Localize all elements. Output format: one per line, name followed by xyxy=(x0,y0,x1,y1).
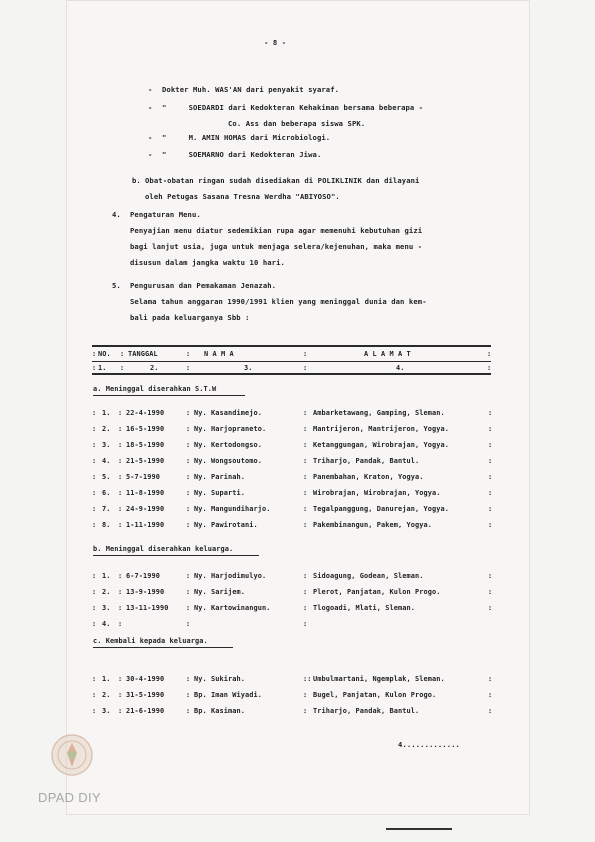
table-cell-name: Ny. Suparti. xyxy=(194,489,245,497)
staff-dash: - xyxy=(148,150,153,159)
table-cell-addr: Ambarketawang, Gamping, Sleman. xyxy=(313,409,445,417)
table-border-colon: : xyxy=(118,691,123,699)
table-border-colon: : xyxy=(92,350,97,358)
section-underline xyxy=(93,647,233,648)
table-border-colon: : xyxy=(303,409,308,417)
staff-dash: - xyxy=(148,133,153,142)
table-border-colon: : xyxy=(488,604,493,612)
table-border-colon: : xyxy=(92,572,97,580)
table-border-colon: : xyxy=(186,364,191,372)
staff-line: Dokter Muh. WAS'AN dari penyakit syaraf. xyxy=(162,85,340,94)
table-border-colon: : xyxy=(118,675,123,683)
item-4-line: Penyajian menu diatur sedemikian rupa agar memenuhi kebutuhan gizi xyxy=(130,226,423,235)
table-cell-addr: Tegalpanggung, Danurejan, Yogya. xyxy=(313,505,449,513)
table-border-colon: : xyxy=(186,691,191,699)
watermark-text: DPAD DIY xyxy=(38,790,101,805)
table-cell-no: 7. xyxy=(102,505,111,513)
table-border-colon: : xyxy=(303,425,308,433)
table-cell-addr: Pakembinangun, Pakem, Yogya. xyxy=(313,521,432,529)
table-border-colon: : xyxy=(92,604,97,612)
page-number: - 8 - xyxy=(264,38,287,47)
table-border-colon: : xyxy=(92,409,97,417)
item-4-title: Pengaturan Menu. xyxy=(130,210,201,219)
table-cell-addr: Bugel, Panjatan, Kulon Progo. xyxy=(313,691,437,699)
table-cell-name: Ny. Pawirotani. xyxy=(194,521,258,529)
table-border-colon: : xyxy=(92,489,97,497)
table-border-colon: : xyxy=(186,489,191,497)
table-border-colon: : xyxy=(186,441,191,449)
table-cell-name: Ny. Kertodongso. xyxy=(194,441,262,449)
table-cell-date: 21-5-1990 xyxy=(126,457,165,465)
table-cell-no: 2. xyxy=(102,691,111,699)
table-cell-date: 22-4-1990 xyxy=(126,409,165,417)
table-cell-date: 31-5-1990 xyxy=(126,691,165,699)
table-border-colon: : xyxy=(92,521,97,529)
table-border-colon: : xyxy=(118,489,123,497)
table-border-colon: : xyxy=(186,350,191,358)
table-border-colon: : xyxy=(488,441,493,449)
table-border-colon: : xyxy=(488,505,493,513)
item-b-line: oleh Petugas Sasana Tresna Werdha "ABIYOSO". xyxy=(145,192,340,201)
table-border-colon: : xyxy=(488,588,493,596)
col-num-2: 2. xyxy=(150,364,159,372)
item-4-line: bagi lanjut usia, juga untuk menjaga selera/kejenuhan, maka menu - xyxy=(130,242,423,251)
table-cell-no: 1. xyxy=(102,572,111,580)
table-border-colon: : xyxy=(186,505,191,513)
table-border-colon: : xyxy=(186,572,191,580)
table-border-colon: : xyxy=(186,457,191,465)
table-cell-no: 4. xyxy=(102,457,111,465)
table-border-colon: : xyxy=(118,457,123,465)
table-border-colon: : xyxy=(118,604,123,612)
table-border-colon: : xyxy=(186,473,191,481)
table-border-colon: : xyxy=(118,473,123,481)
table-border-colon: : xyxy=(92,620,97,628)
table-border-colon: : xyxy=(186,409,191,417)
col-header-name: N A M A xyxy=(204,350,234,358)
table-border-colon: : xyxy=(92,457,97,465)
item-4-line: disusun dalam jangka waktu 10 hari. xyxy=(130,258,285,267)
col-header-date: TANGGAL xyxy=(128,350,158,358)
table-cell-no: 6. xyxy=(102,489,111,497)
table-cell-date: 6-7-1990 xyxy=(126,572,160,580)
table-cell-no: 3. xyxy=(102,707,111,715)
table-border-colon: : xyxy=(303,350,308,358)
table-cell-addr: Sidoagung, Godean, Sleman. xyxy=(313,572,424,580)
table-border-colon: : xyxy=(186,675,191,683)
table-border-colon: : xyxy=(488,572,493,580)
table-bottom-rule xyxy=(92,373,491,375)
table-border-colon: : xyxy=(92,425,97,433)
section-underline xyxy=(93,395,245,396)
table-border-colon: : xyxy=(92,691,97,699)
table-cell-date: 30-4-1990 xyxy=(126,675,165,683)
table-border-colon: : xyxy=(488,425,493,433)
table-cell-addr: Panembahan, Kraton, Yogya. xyxy=(313,473,424,481)
table-border-colon: :: xyxy=(303,675,312,683)
table-cell-name: Ny. Sukirah. xyxy=(194,675,245,683)
staff-line: " M. AMIN HOMAS dari Microbiologi. xyxy=(162,133,331,142)
table-border-colon: : xyxy=(488,489,493,497)
col-num-3: 3. xyxy=(244,364,253,372)
table-border-colon: : xyxy=(488,521,493,529)
table-border-colon: : xyxy=(186,707,191,715)
item-b-line: Obat-obatan ringan sudah disediakan di POLIKLINIK dan dilayani xyxy=(145,176,420,185)
table-border-colon: : xyxy=(92,364,97,372)
table-border-colon: : xyxy=(118,588,123,596)
table-cell-name: Bp. Iman Wiyadi. xyxy=(194,691,262,699)
col-num-4: 4. xyxy=(396,364,405,372)
table-border-colon: : xyxy=(303,441,308,449)
table-cell-name: Ny. Harjopraneto. xyxy=(194,425,267,433)
table-border-colon: : xyxy=(186,425,191,433)
table-border-colon: : xyxy=(118,409,123,417)
table-border-colon: : xyxy=(92,707,97,715)
staff-dash: - xyxy=(148,103,153,112)
section-underline xyxy=(93,555,259,556)
table-border-colon: : xyxy=(303,489,308,497)
table-border-colon: : xyxy=(303,604,308,612)
table-cell-addr: Umbulmartani, Ngemplak, Sleman. xyxy=(313,675,445,683)
table-cell-no: 8. xyxy=(102,521,111,529)
table-border-colon: : xyxy=(303,620,308,628)
table-cell-date: 13-11-1990 xyxy=(126,604,169,612)
table-top-rule xyxy=(92,345,491,347)
table-border-colon: : xyxy=(118,425,123,433)
table-cell-addr: Tlogoadi, Mlati, Sleman. xyxy=(313,604,415,612)
table-cell-name: Bp. Kasiman. xyxy=(194,707,245,715)
table-border-colon: : xyxy=(186,620,191,628)
item-5-line: Selama tahun anggaran 1990/1991 klien yang meninggal dunia dan kem- xyxy=(130,297,427,306)
table-border-colon: : xyxy=(488,473,493,481)
table-cell-no: 3. xyxy=(102,441,111,449)
item-5-line: bali pada keluarganya Sbb : xyxy=(130,313,250,322)
table-border-colon: : xyxy=(92,473,97,481)
table-border-colon: : xyxy=(303,521,308,529)
table-cell-addr: Plerot, Panjatan, Kulon Progo. xyxy=(313,588,441,596)
table-border-colon: : xyxy=(488,691,493,699)
table-border-colon: : xyxy=(92,588,97,596)
table-border-colon: : xyxy=(488,675,493,683)
item-4-marker: 4. xyxy=(112,210,121,219)
section-title-a: a. Meninggal diserahkan S.T.W xyxy=(93,385,217,393)
staff-line: Co. Ass dan beberapa siswa SPK. xyxy=(228,119,366,128)
table-border-colon: : xyxy=(120,364,125,372)
table-cell-no: 5. xyxy=(102,473,111,481)
table-border-colon: : xyxy=(303,588,308,596)
table-cell-no: 1. xyxy=(102,675,111,683)
table-cell-date: 1-11-1990 xyxy=(126,521,165,529)
table-border-colon: : xyxy=(488,707,493,715)
table-border-colon: : xyxy=(118,521,123,529)
col-header-no: NO. xyxy=(98,350,111,358)
table-cell-name: Ny. Harjodimulyo. xyxy=(194,572,267,580)
table-border-colon: : xyxy=(488,457,493,465)
table-border-colon: : xyxy=(186,588,191,596)
table-cell-addr: Triharjo, Pandak, Bantul. xyxy=(313,457,420,465)
table-border-colon: : xyxy=(303,473,308,481)
footer-rule xyxy=(386,828,452,830)
table-cell-date: 16-5-1990 xyxy=(126,425,165,433)
item-b-marker: b. xyxy=(132,176,141,185)
table-cell-date: 18-5-1990 xyxy=(126,441,165,449)
table-border-colon: : xyxy=(92,505,97,513)
table-border-colon: : xyxy=(488,409,493,417)
table-cell-no: 4. xyxy=(102,620,111,628)
staff-line: " SOEMARNO dari Kedokteran Jiwa. xyxy=(162,150,322,159)
table-cell-name: Ny. Kasandimejo. xyxy=(194,409,262,417)
section-title-b: b. Meninggal diserahkan keluarga. xyxy=(93,545,234,553)
table-cell-date: 5-7-1990 xyxy=(126,473,160,481)
table-border-colon: : xyxy=(118,707,123,715)
col-num-1: 1. xyxy=(98,364,107,372)
table-mid-rule xyxy=(92,361,491,362)
item-5-title: Pengurusan dan Pemakaman Jenazah. xyxy=(130,281,277,290)
table-border-colon: : xyxy=(303,505,308,513)
table-border-colon: : xyxy=(118,505,123,513)
table-border-colon: : xyxy=(92,441,97,449)
table-border-colon: : xyxy=(118,441,123,449)
table-cell-addr: Wirobrajan, Wirobrajan, Yogya. xyxy=(313,489,441,497)
table-cell-no: 3. xyxy=(102,604,111,612)
table-cell-date: 11-8-1990 xyxy=(126,489,165,497)
table-border-colon: : xyxy=(120,350,125,358)
staff-dash: - xyxy=(148,85,153,94)
archive-seal-icon xyxy=(50,733,94,777)
section-title-c: c. Kembali kepada keluarga. xyxy=(93,637,208,645)
table-border-colon: : xyxy=(303,364,308,372)
table-cell-addr: Triharjo, Pandak, Bantul. xyxy=(313,707,420,715)
col-header-address: A L A M A T xyxy=(364,350,411,358)
table-cell-date: 13-9-1990 xyxy=(126,588,165,596)
table-border-colon: : xyxy=(487,350,492,358)
table-border-colon: : xyxy=(303,457,308,465)
table-border-colon: : xyxy=(303,572,308,580)
table-cell-no: 1. xyxy=(102,409,111,417)
table-border-colon: : xyxy=(186,521,191,529)
table-cell-name: Ny. Mangundiharjo. xyxy=(194,505,271,513)
table-border-colon: : xyxy=(303,707,308,715)
table-cell-addr: Ketanggungan, Wirobrajan, Yogya. xyxy=(313,441,449,449)
table-cell-addr: Mantrijeron, Mantrijeron, Yogya. xyxy=(313,425,449,433)
table-cell-name: Ny. Kartowinangun. xyxy=(194,604,271,612)
table-cell-name: Ny. Sarijem. xyxy=(194,588,245,596)
table-border-colon: : xyxy=(118,620,123,628)
table-border-colon: : xyxy=(303,691,308,699)
table-border-colon: : xyxy=(92,675,97,683)
table-cell-date: 24-9-1990 xyxy=(126,505,165,513)
table-border-colon: : xyxy=(118,572,123,580)
item-5-marker: 5. xyxy=(112,281,121,290)
staff-line: " SOEDARDI dari Kedokteran Kehakiman bersama beberapa - xyxy=(162,103,424,112)
table-cell-date: 21-6-1990 xyxy=(126,707,165,715)
table-border-colon: : xyxy=(487,364,492,372)
table-cell-no: 2. xyxy=(102,425,111,433)
table-cell-name: Ny. Parinah. xyxy=(194,473,245,481)
continuation-marker: 4............. xyxy=(398,740,460,749)
table-cell-no: 2. xyxy=(102,588,111,596)
table-cell-name: Ny. Wongsoutomo. xyxy=(194,457,262,465)
table-border-colon: : xyxy=(186,604,191,612)
